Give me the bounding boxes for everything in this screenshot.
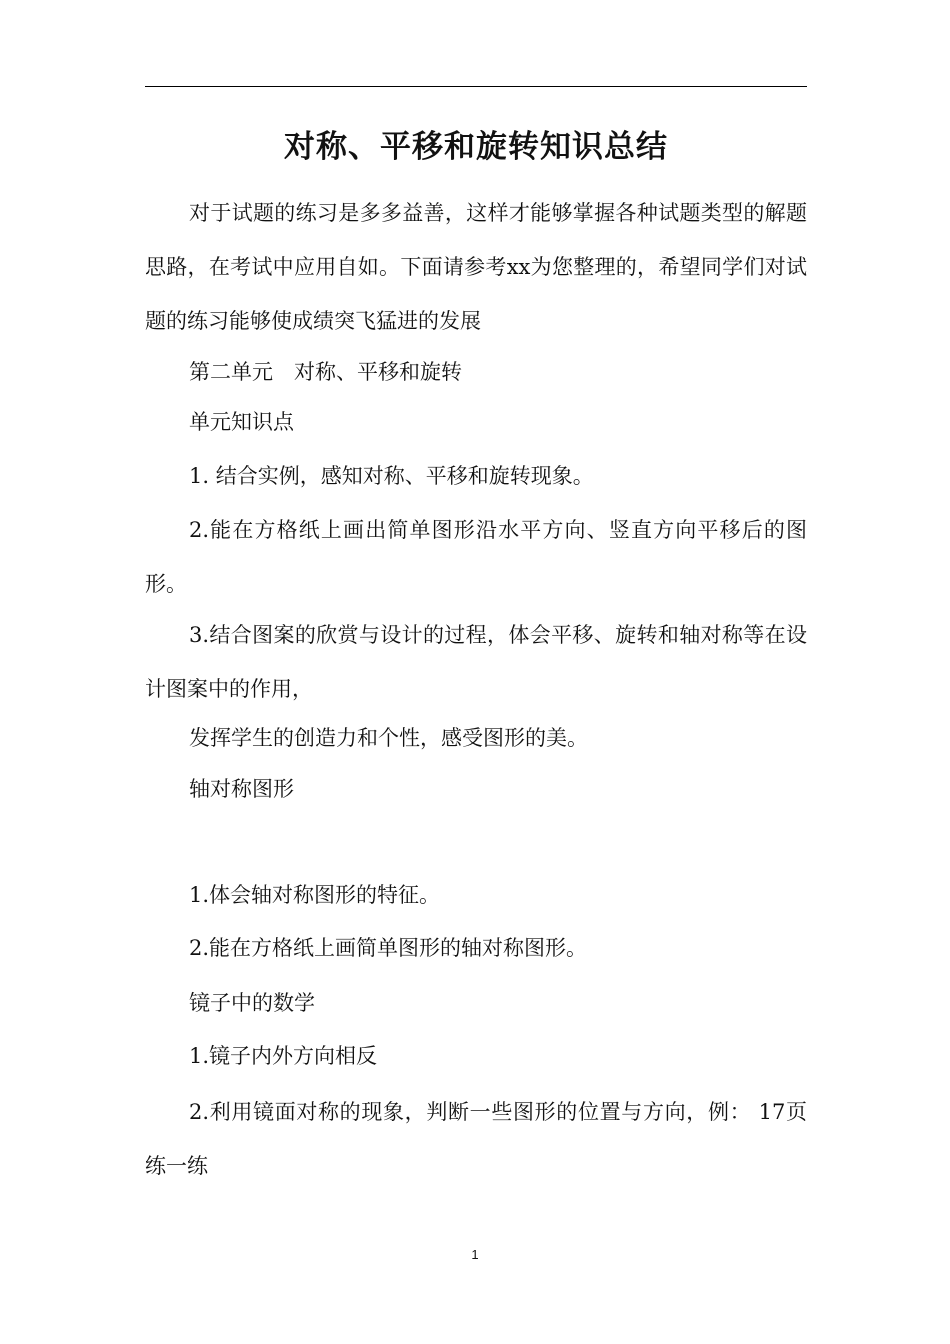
header-rule: [145, 86, 807, 87]
mirror-point-1: 1.镜子内外方向相反: [189, 1044, 378, 1068]
unit-heading: 第二单元 对称、平移和旋转: [189, 360, 462, 384]
knowledge-point-3: 3.结合图案的欣赏与设计的过程，体会平移、旋转和轴对称等在设计图案中的作用，: [145, 623, 807, 701]
mirror-point-2: 2.利用镜面对称的现象，判断一些图形的位置与方向，例： 17页练一练: [145, 1100, 807, 1178]
intro-paragraph: 对于试题的练习是多多益善，这样才能够掌握各种试题类型的解题思路，在考试中应用自如。下面请参考xx为您整理的，希望同学们对试题的练习能够使成绩突飞猛进的发展: [145, 201, 807, 333]
axial-symmetry-point-1: 1.体会轴对称图形的特征。: [189, 883, 441, 907]
knowledge-point-1: 1. 结合实例，感知对称、平移和旋转现象。: [189, 464, 594, 488]
knowledge-point-3-continued: 发挥学生的创造力和个性，感受图形的美。: [189, 726, 588, 750]
knowledge-point-2: 2.能在方格纸上画出简单图形沿水平方向、竖直方向平移后的图形。: [145, 518, 807, 596]
axial-symmetry-point-2: 2.能在方格纸上画简单图形的轴对称图形。: [189, 936, 588, 960]
document-title: 对称、平移和旋转知识总结: [284, 129, 668, 165]
page-number: 1: [471, 1247, 479, 1262]
section-heading-axial-symmetry: 轴对称图形: [189, 777, 294, 801]
section-heading-knowledge-points: 单元知识点: [189, 410, 294, 434]
section-heading-mirror-math: 镜子中的数学: [189, 991, 315, 1015]
